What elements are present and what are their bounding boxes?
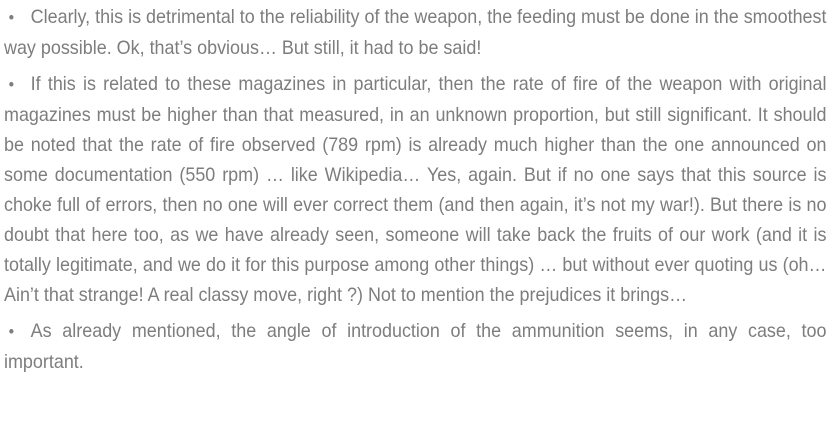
list-item-text: If this is related to these magazines in particular, then the rate of fire of the weapon with original magazines must be higher than that measured, in an unknown proportion, but still significant. It should be noted that the rate of fire observed (789 rpm) is already much higher than the one announced on some documentation (550 rpm) … like Wikipedia… Yes, again. But if no one says that this source is choke full of errors, then no one will ever correct them (and then again, it’s not my war!). But there is no doubt that here too, as we have already seen, someone will take back the fruits of our work (and it is totally legitimate, and we do it for this purpose among other things) … but without ever quoting us (oh… Ain’t that strange! A real classy move, right ?) Not to mention the prejudices it brings… (4, 73, 827, 306)
list-item (4, 2, 826, 63)
list-item-text: As already mentioned, the angle of introduction of the ammunition seems, in any case, too important. (4, 320, 827, 373)
bullet-icon: • (8, 75, 15, 94)
bullet-icon: • (8, 322, 15, 341)
bullet-list (4, 2, 826, 377)
list-item (4, 69, 826, 310)
bullet-icon: • (8, 8, 15, 27)
list-item (4, 316, 826, 377)
list-item-text: Clearly, this is detrimental to the reliability of the weapon, the feeding must be done in the smoothest way possible. Ok, that’s obvious… But still, it had to be said! (4, 6, 827, 59)
